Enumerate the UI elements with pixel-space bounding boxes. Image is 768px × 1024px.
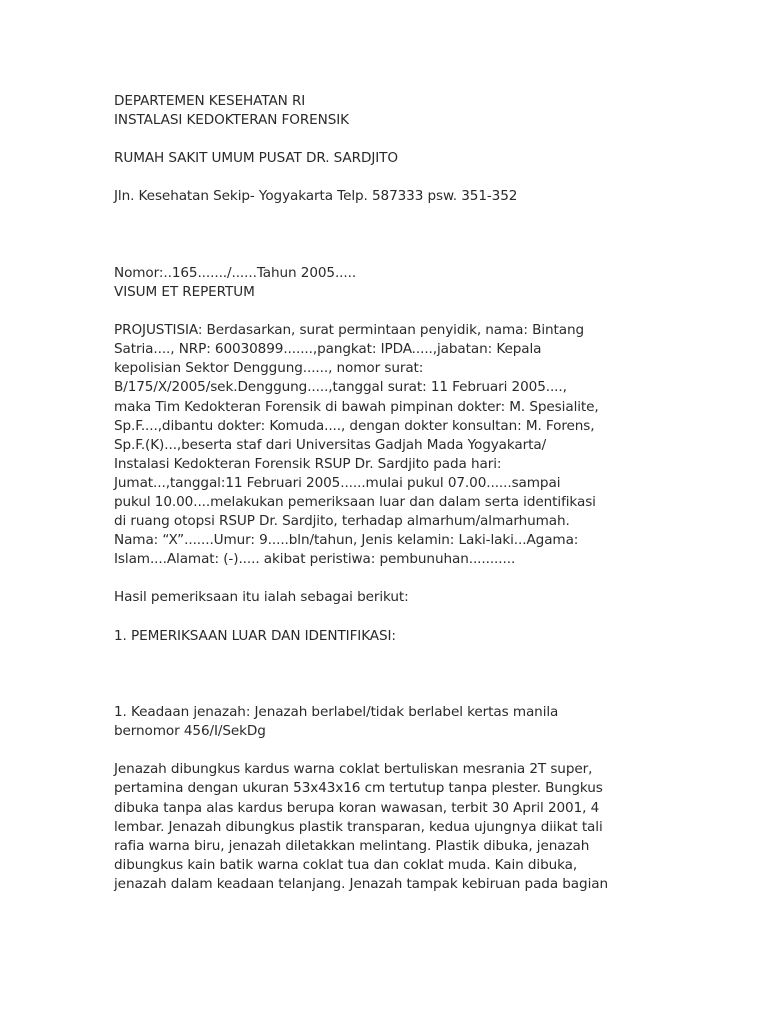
results-intro: Hasil pemeriksaan itu ialah sebagai berikut: xyxy=(114,589,409,606)
item-paragraph xyxy=(114,703,659,741)
paragraph-line: rafia warna biru, jenazah diletakkan melintang. Plastik dibuka, jenazah xyxy=(114,837,590,854)
paragraph-line: Nama: “X”.......Umur: 9.....bln/tahun, Jenis kelamin: Laki-laki...Agama: xyxy=(114,532,579,549)
paragraph-line: pertamina dengan ukuran 53x43x16 cm tertutup tanpa plester. Bungkus xyxy=(114,780,603,797)
paragraph-line: Jenazah dibungkus kardus warna coklat bertuliskan mesrania 2T super, xyxy=(114,761,593,778)
paragraph-line: 1. Keadaan jenazah: Jenazah berlabel/tidak berlabel kertas manila xyxy=(114,704,559,721)
section-heading: 1. PEMERIKSAAN LUAR DAN IDENTIFIKASI: xyxy=(114,627,396,644)
paragraph-line: di ruang otopsi RSUP Dr. Sardjito, terhadap almarhum/almarhumah. xyxy=(114,513,570,530)
hospital-address: Jln. Kesehatan Sekip- Yogyakarta Telp. 587333 psw. 351-352 xyxy=(114,188,518,205)
paragraph-line: B/175/X/2005/sek.Denggung.....,tanggal surat: 11 Februari 2005...., xyxy=(114,379,567,396)
institution-name: INSTALASI KEDOKTERAN FORENSIK xyxy=(114,112,349,129)
paragraph-line: PROJUSTISIA: Berdasarkan, surat permintaan penyidik, nama: Bintang xyxy=(114,322,585,339)
paragraph-line: Sp.F.(K)...,beserta staf dari Universitas Gadjah Mada Yogyakarta/ xyxy=(114,436,547,453)
document-title: VISUM ET REPERTUM xyxy=(114,283,255,300)
hospital-name: RUMAH SAKIT UMUM PUSAT DR. SARDJITO xyxy=(114,150,398,167)
projustisia-paragraph xyxy=(114,321,659,569)
paragraph-line: maka Tim Kedokteran Forensik di bawah pimpinan dokter: M. Spesialite, xyxy=(114,398,599,415)
paragraph-line: dibungkus kain batik warna coklat tua dan coklat muda. Kain dibuka, xyxy=(114,856,578,873)
letter-number: Nomor:..165......./......Tahun 2005..... xyxy=(114,264,357,281)
paragraph-line: jenazah dalam keadaan telanjang. Jenazah tampak kebiruan pada bagian xyxy=(114,875,608,892)
paragraph-line: kepolisian Sektor Denggung......, nomor surat: xyxy=(114,360,424,377)
paragraph-line: lembar. Jenazah dibungkus plastik transparan, kedua ujungnya diikat tali xyxy=(114,818,603,835)
document-page xyxy=(114,92,659,894)
paragraph-line: Islam....Alamat: (-)..... akibat peristiwa: pembunuhan........... xyxy=(114,551,516,568)
paragraph-line: Sp.F....,dibantu dokter: Komuda...., dengan dokter konsultan: M. Forens, xyxy=(114,417,595,434)
department-name: DEPARTEMEN KESEHATAN RI xyxy=(114,93,306,109)
paragraph-line: dibuka tanpa alas kardus berupa koran wawasan, terbit 30 April 2001, 4 xyxy=(114,799,600,816)
paragraph-line: pukul 10.00....melakukan pemeriksaan luar dan dalam serta identifikasi xyxy=(114,493,596,510)
paragraph-line: bernomor 456/I/SekDg xyxy=(114,723,266,740)
paragraph-line: Instalasi Kedokteran Forensik RSUP Dr. Sardjito pada hari: xyxy=(114,455,502,472)
paragraph-line: Jumat...,tanggal:11 Februari 2005......mulai pukul 07.00......sampai xyxy=(114,474,561,491)
body-paragraph xyxy=(114,760,659,894)
paragraph-line: Satria...., NRP: 60030899.......,pangkat: IPDA.....,jabatan: Kepala xyxy=(114,341,542,358)
